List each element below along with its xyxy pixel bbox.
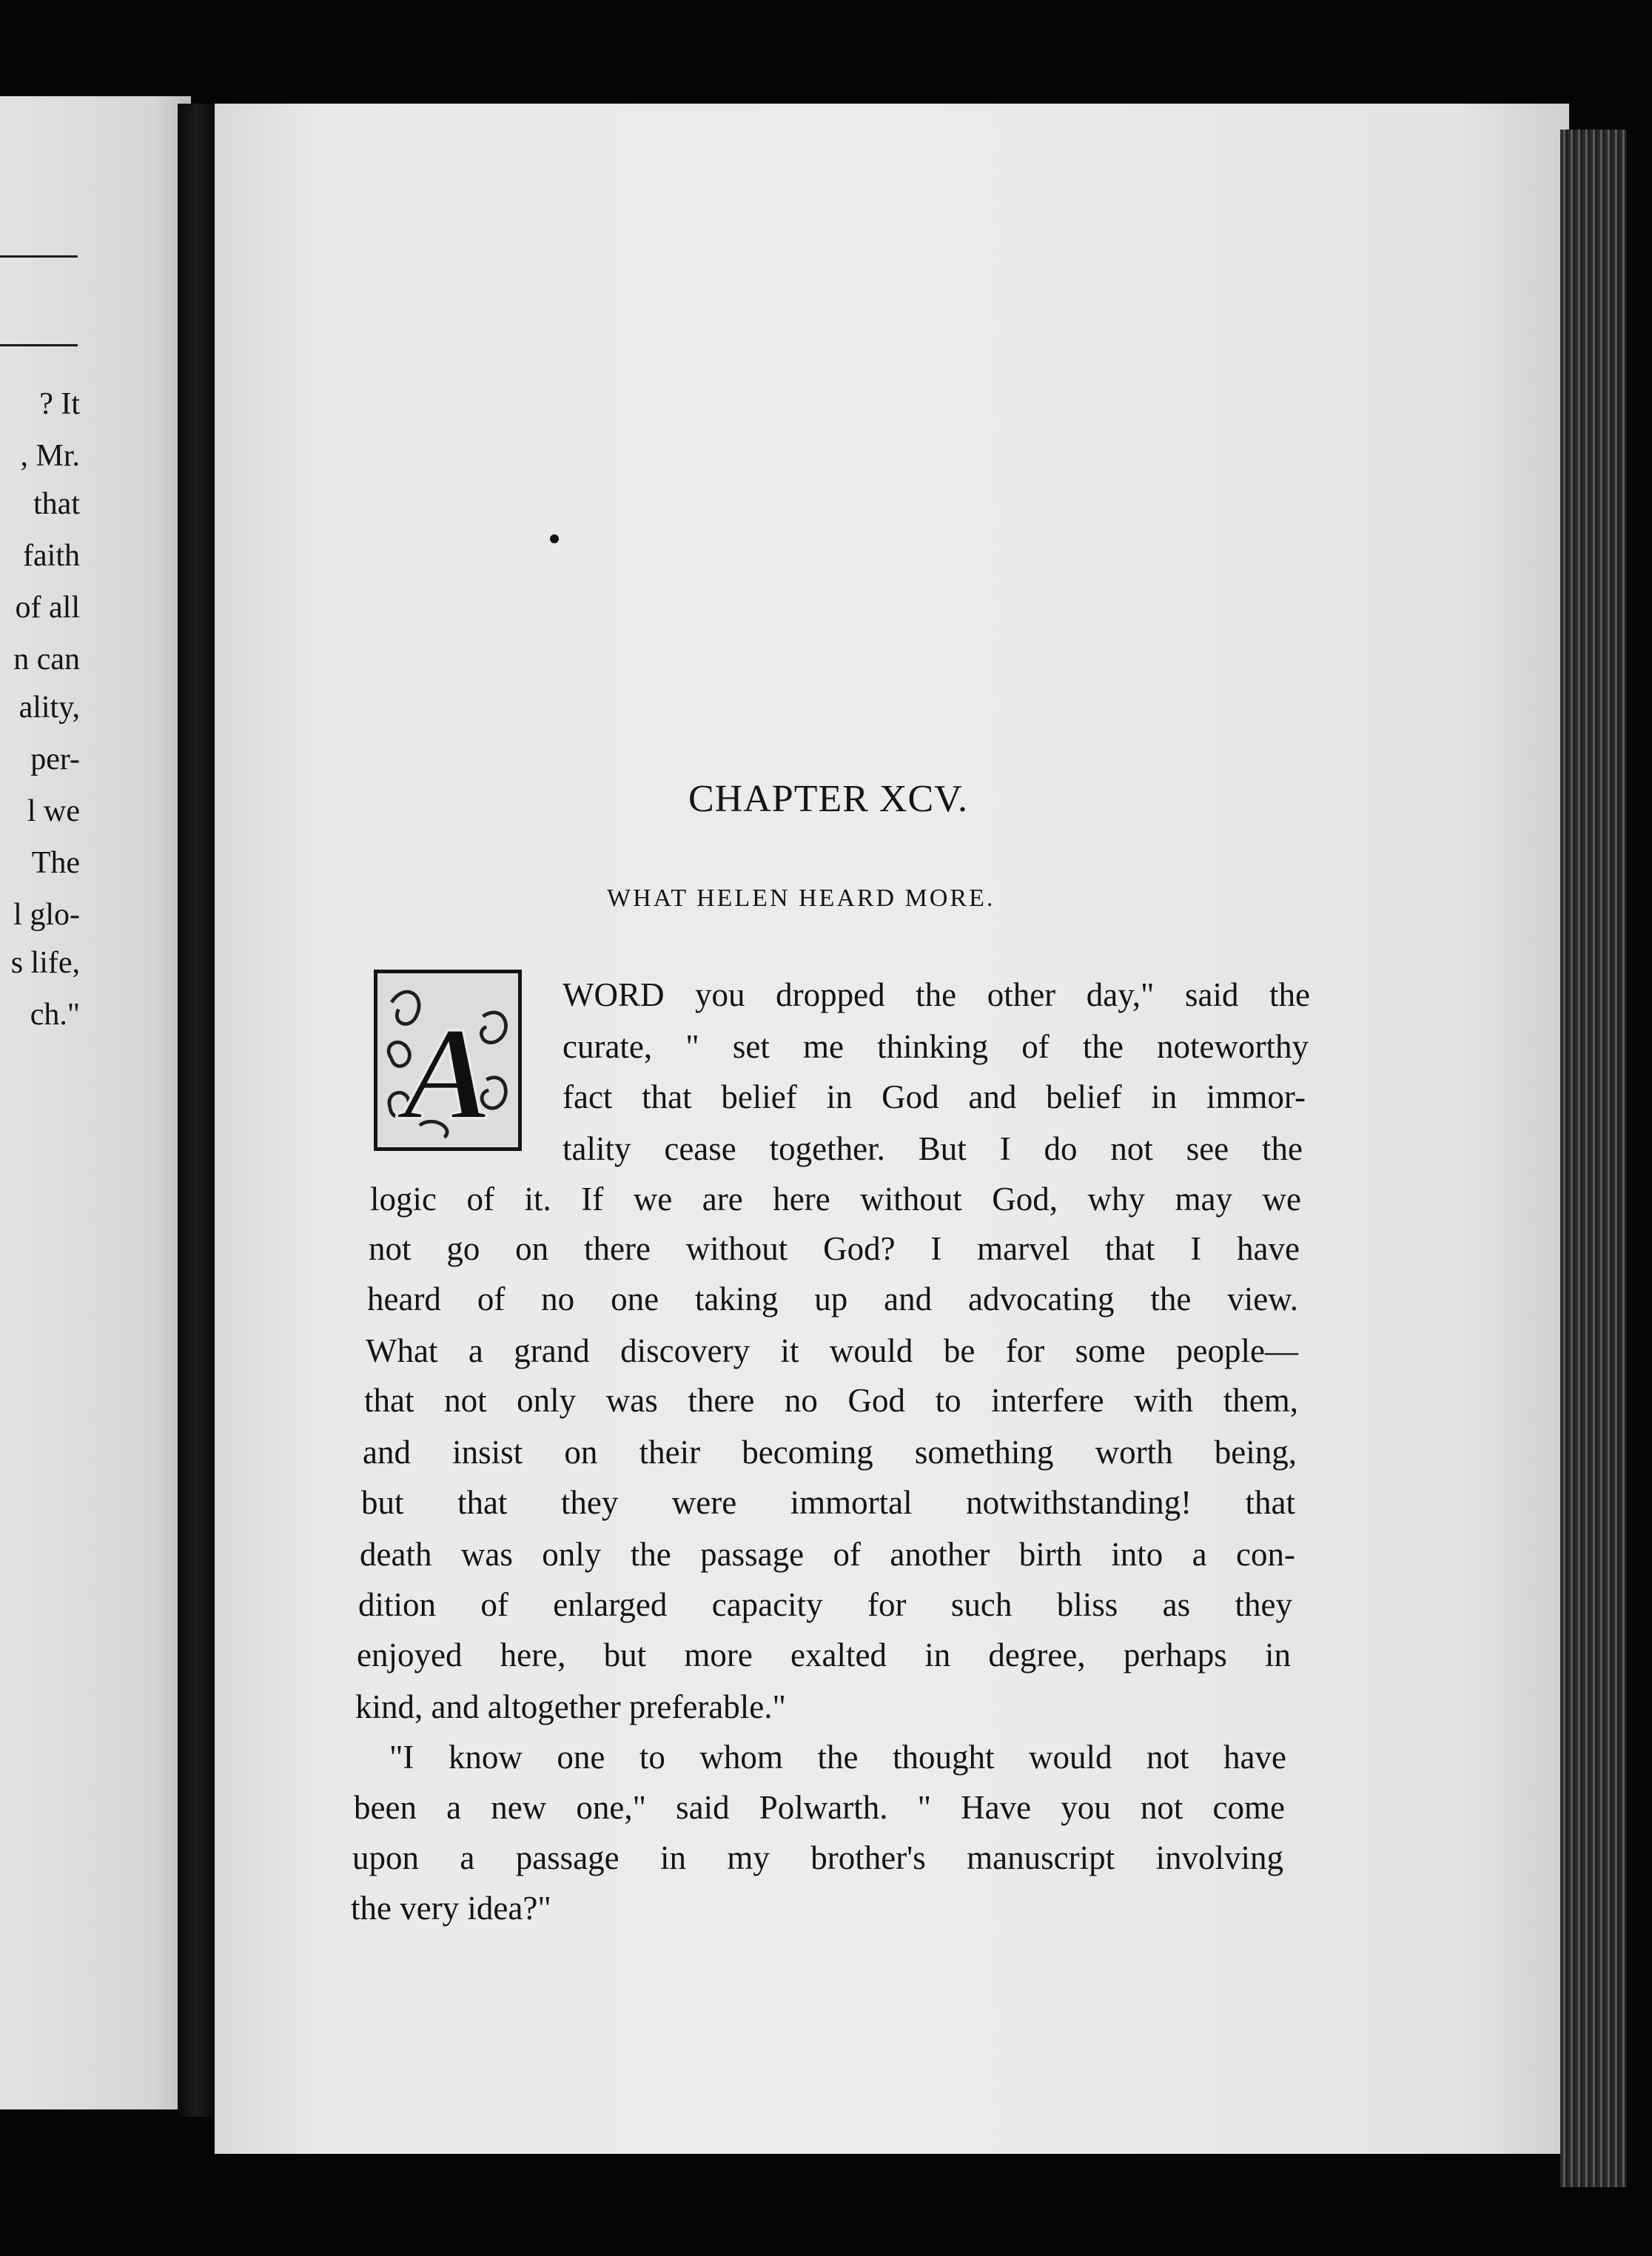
body-line: logic of it. If we are here without God, why may we	[370, 1181, 1301, 1218]
body-line: and insist on their becoming something worth being,	[363, 1434, 1297, 1471]
body-line: the very idea?"	[351, 1890, 551, 1927]
body-line: fact that belief in God and belief in immor-	[563, 1078, 1306, 1115]
drop-cap-ornament	[374, 970, 522, 1151]
chapter-title: CHAPTER XCV.	[688, 778, 969, 820]
body-line: but that they were immortal notwithstanding! that	[361, 1484, 1295, 1521]
body-line: kind, and altogether preferable."	[355, 1688, 786, 1725]
body-line: tality cease together. But I do not see the	[563, 1130, 1303, 1167]
left-page-line: n can	[13, 642, 80, 677]
book-gutter	[178, 104, 215, 2117]
left-page-line: l glo-	[13, 898, 80, 932]
ink-speck	[550, 534, 559, 543]
body-line: "I know one to whom the thought would not have	[389, 1739, 1286, 1776]
left-page-line: per-	[30, 742, 80, 776]
ornamental-letter-a-icon	[377, 973, 518, 1147]
body-line: enjoyed here, but more exalted in degree, perhaps in	[357, 1636, 1291, 1673]
left-page-line: ality,	[19, 691, 80, 725]
body-line: What a grand discovery it would be for some people—	[366, 1332, 1298, 1369]
chapter-subtitle: WHAT HELEN HEARD MORE.	[607, 884, 995, 912]
body-line: upon a passage in my brother's manuscript involving	[352, 1839, 1283, 1876]
left-page-line: l we	[27, 794, 80, 828]
body-line: that not only was there no God to interfere with them,	[364, 1382, 1298, 1419]
left-page-line: s life,	[10, 946, 80, 980]
body-line: not go on there without God? I marvel that I have	[369, 1230, 1300, 1267]
body-line: curate, " set me thinking of the noteworthy	[563, 1028, 1309, 1065]
page-stack-edge	[1560, 130, 1627, 2187]
left-page-line: , Mr.	[20, 439, 80, 473]
left-page-line: ? It	[39, 387, 80, 421]
left-page-line: that	[33, 487, 80, 521]
left-page-text-column	[0, 96, 191, 2109]
left-page-line: ch."	[30, 998, 80, 1032]
left-page-line: faith	[23, 539, 80, 573]
left-page-line: of all	[15, 591, 80, 625]
svg-text:A: A	[403, 999, 493, 1147]
previous-page	[0, 96, 191, 2109]
body-line: dition of enlarged capacity for such bliss as they	[358, 1586, 1292, 1623]
left-page-line: The	[31, 846, 80, 880]
body-line: death was only the passage of another birth into a con-	[360, 1536, 1295, 1573]
body-line: been a new one," said Polwarth. " Have you not come	[354, 1789, 1285, 1826]
body-line: WORD you dropped the other day," said the	[563, 976, 1310, 1013]
body-line: heard of no one taking up and advocating the view.	[367, 1280, 1298, 1317]
